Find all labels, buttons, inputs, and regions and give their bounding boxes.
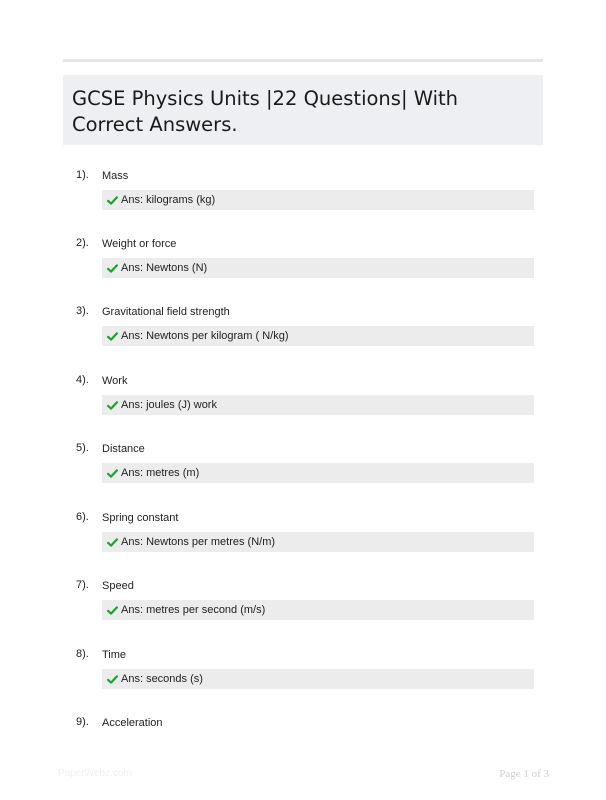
- answer-box: [102, 669, 534, 689]
- question-item-5: [0, 441, 606, 501]
- question-text: Acceleration: [102, 717, 163, 729]
- question-text: Spring constant: [102, 512, 179, 524]
- footer-brand-watermark: PaperWebz.com: [58, 768, 132, 779]
- question-text: Speed: [102, 580, 134, 592]
- answer-text: Ans: Newtons (N): [121, 262, 208, 274]
- check-icon: [107, 331, 118, 342]
- question-number: 3).: [76, 305, 89, 317]
- answer-text: Ans: kilograms (kg): [121, 194, 216, 206]
- check-icon: [107, 468, 118, 479]
- check-icon: [107, 195, 118, 206]
- question-text: Weight or force: [102, 238, 177, 250]
- question-number: 5).: [76, 442, 89, 454]
- question-text: Time: [102, 649, 127, 661]
- question-number: 1).: [76, 169, 89, 181]
- question-text: Work: [102, 375, 128, 387]
- question-number: 9).: [76, 716, 89, 728]
- question-number: 6).: [76, 511, 89, 523]
- question-item-7: [0, 578, 606, 638]
- answer-box: [102, 190, 534, 210]
- question-item-6: [0, 510, 606, 570]
- question-item-9: [0, 715, 606, 775]
- answer-box: [102, 258, 534, 278]
- answer-box: [102, 463, 534, 483]
- answer-text: Ans: metres per second (m/s): [121, 604, 266, 616]
- question-text: Distance: [102, 443, 145, 455]
- answer-text: Ans: seconds (s): [121, 673, 203, 685]
- answer-text: Ans: Newtons per kilogram ( N/kg): [121, 330, 289, 342]
- answer-text: Ans: joules (J) work: [121, 399, 217, 411]
- page-number: Page 1 of 3: [499, 768, 549, 780]
- page-title: GCSE Physics Units |22 Questions| With Correct Answers.: [72, 87, 458, 136]
- check-icon: [107, 674, 118, 685]
- question-number: 7).: [76, 579, 89, 591]
- check-icon: [107, 605, 118, 616]
- answer-text: Ans: metres (m): [121, 467, 200, 479]
- question-number: 4).: [76, 374, 89, 386]
- question-text: Gravitational field strength: [102, 306, 230, 318]
- answer-box: [102, 532, 534, 552]
- question-item-3: [0, 304, 606, 364]
- question-item-1: [0, 168, 606, 228]
- answer-box: [102, 326, 534, 346]
- answer-box: [102, 600, 534, 620]
- answer-box: [102, 395, 534, 415]
- answer-text: Ans: Newtons per metres (N/m): [121, 536, 276, 548]
- check-icon: [107, 263, 118, 274]
- check-icon: [107, 400, 118, 411]
- question-number: 2).: [76, 237, 89, 249]
- question-text: Mass: [102, 170, 129, 182]
- question-item-2: [0, 236, 606, 296]
- question-item-4: [0, 373, 606, 433]
- question-item-8: [0, 647, 606, 707]
- question-number: 8).: [76, 648, 89, 660]
- check-icon: [107, 537, 118, 548]
